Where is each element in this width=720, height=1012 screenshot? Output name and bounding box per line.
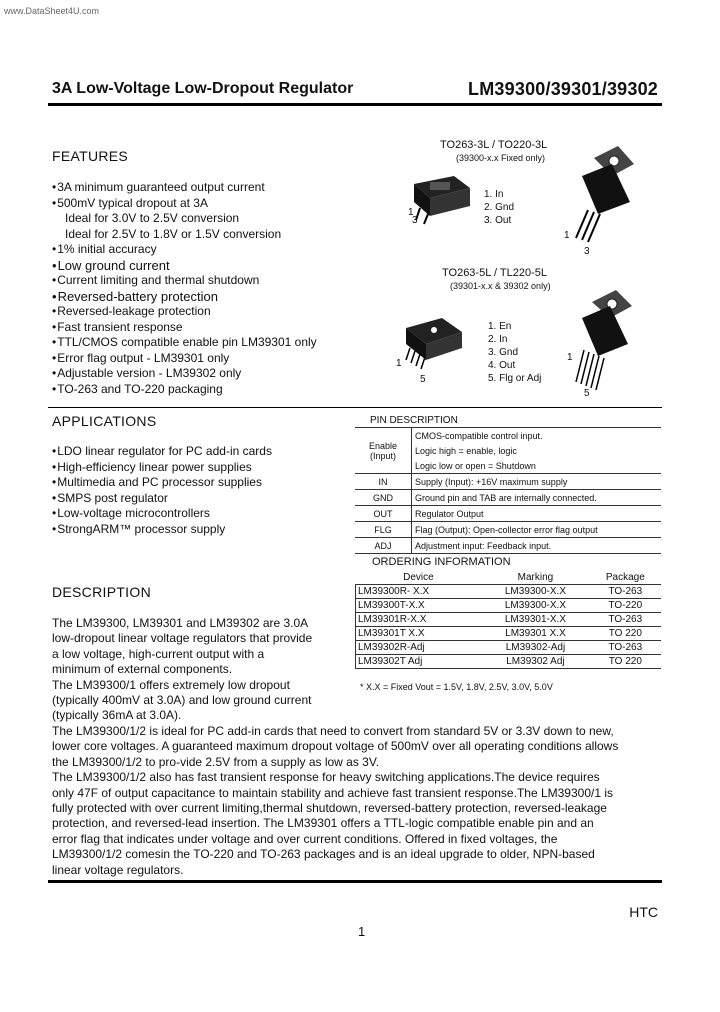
description-line: The LM39300/1/2 also has fast transient response for heavy switching applications.The device requires <box>52 770 600 785</box>
applications-list <box>52 444 352 537</box>
to220-3l-package-image <box>568 142 648 252</box>
feature-item: • Reversed-battery protection <box>52 289 352 305</box>
description-line: minimum of external components. <box>52 662 233 677</box>
description-line: a low voltage, high-current output with a <box>52 646 265 661</box>
table-cell: Logic low or open = Shutdown <box>415 460 536 471</box>
table-row <box>356 627 662 641</box>
description-line: (typically 36mA at 3.0A). <box>52 708 182 723</box>
applications-heading: APPLICATIONS <box>52 413 157 429</box>
feature-item: • 1% initial accuracy <box>52 242 352 258</box>
pkg5-pin-list <box>488 320 541 385</box>
description-line: The LM39300/1/2 is ideal for PC add-in cards that need to convert from standard 5V or 3.3V down to new, <box>52 724 614 738</box>
table-row <box>356 585 662 599</box>
ordering-table <box>355 570 661 669</box>
description-line: protection, and reversed-lead insertion. The LM39301 offers a TTL-logic compatible enable pin and an <box>52 816 594 831</box>
table-row <box>355 474 661 490</box>
pkg3-left-pin3-label: 3 <box>412 215 418 226</box>
table-row <box>356 599 662 613</box>
column-header: Device <box>403 571 434 583</box>
pin-item: 2. In <box>488 334 508 345</box>
description-line: linear voltage regulators. <box>52 862 184 877</box>
pin-item: 3. Gnd <box>488 347 519 358</box>
pin-item: 3. Out <box>484 215 512 226</box>
pkg5-right-pin5-label: 5 <box>584 388 590 399</box>
section-rule <box>48 407 662 408</box>
pin-desc-cell: Regulator Output <box>412 506 662 522</box>
application-item: • LDO linear regulator for PC add-in cards <box>52 444 352 460</box>
table-row <box>356 655 662 669</box>
pkg5-right-pin1-label: 1 <box>567 352 573 363</box>
table-row <box>355 538 661 554</box>
feature-item: Ideal for 3.0V to 2.5V conversion <box>65 211 240 225</box>
table-cell: LM39300T-X.X <box>356 599 482 613</box>
pkg3-pin-list <box>484 188 514 227</box>
ordering-note: * X.X = Fixed Vout = 1.5V, 1.8V, 2.5V, 3.0V, 5.0V <box>360 682 553 692</box>
table-cell: TO-220 <box>590 599 661 613</box>
pkg5-left-pin1-label: 1 <box>396 358 402 369</box>
company-name: HTC <box>629 904 658 920</box>
pkg3-left-pin1-label: 1 <box>408 207 414 218</box>
table-cell: LM39300-X.X <box>481 599 589 613</box>
table-row <box>355 522 661 538</box>
pin-item: 1. En <box>488 321 512 332</box>
table-cell: LM39301T X.X <box>356 627 482 641</box>
feature-item: • Low ground current <box>52 258 352 274</box>
table-cell: TO-263 <box>590 585 661 599</box>
table-cell: LM39300R- X.X <box>356 585 482 599</box>
description-line: fully protected with over current limiting,thermal shutdown, reversed-battery protection, reversed-leakage <box>52 801 607 816</box>
pkg5-title: TO263-5L / TL220-5L <box>442 267 547 279</box>
table-row <box>356 613 662 627</box>
description-line: low-dropout linear voltage regulators that provide <box>52 631 313 646</box>
feature-item: • 500mV typical dropout at 3A <box>52 196 352 212</box>
pkg3-subtitle: (39300-x.x Fixed only) <box>456 153 546 163</box>
feature-item: Ideal for 2.5V to 1.8V or 1.5V conversion <box>65 226 282 241</box>
pin-item: 5. Flg or Adj <box>488 373 542 384</box>
pin-name-cell: GND <box>355 490 412 506</box>
table-cell: LM39301R-X.X <box>356 613 482 627</box>
feature-item: • TO-263 and TO-220 packaging <box>52 382 352 398</box>
pin-description-table <box>355 427 661 554</box>
description-line: the LM39300/1/2 to pro-vide 2.5V from a supply as low as 3V. <box>52 754 380 769</box>
footer-rule <box>48 880 662 883</box>
table-cell: TO-263 <box>590 641 661 655</box>
to263-5l-package-image <box>396 310 476 376</box>
table-row <box>355 490 661 506</box>
feature-item: • Error flag output - LM39301 only <box>52 351 352 367</box>
pin-desc-cell: Flag (Output): Open-collector error flag output <box>412 522 662 538</box>
pin-description-title: PIN DESCRIPTION <box>370 415 458 426</box>
features-heading: FEATURES <box>52 148 129 164</box>
description-line: only 47F of output capacitance to maintain stability and achieve fast transient response.The LM39300/1 is <box>52 785 613 800</box>
to220-5l-package-image <box>570 288 640 394</box>
pkg5-subtitle: (39301-x.x & 39302 only) <box>450 281 551 291</box>
pin-name-cell: FLG <box>355 522 412 538</box>
table-row <box>356 641 662 655</box>
table-row <box>355 506 661 522</box>
pkg5-left-pin5-label: 5 <box>420 374 426 385</box>
pin-name-cell: OUT <box>355 506 412 522</box>
pin-item: 4. Out <box>488 360 516 371</box>
table-header-row <box>356 570 662 585</box>
pin-desc-cell: Supply (Input): +16V maximum supply <box>412 474 662 490</box>
description-intro <box>52 616 352 724</box>
pkg3-right-pin1-label: 1 <box>564 230 570 241</box>
pin-item: 2. Gnd <box>484 202 515 213</box>
description-line: lower core voltages. A guaranteed maximum dropout voltage of 500mV over all operating conditions allows <box>52 739 619 754</box>
table-cell: CMOS-compatible control input. <box>412 428 662 444</box>
table-cell: LM39302T Adj <box>356 655 482 669</box>
feature-item: • Adjustable version - LM39302 only <box>52 366 352 382</box>
description-line: LM39300/1/2 comesin the TO-220 and TO-263 packages and is an ideal upgrade to older, NPN-based <box>52 847 595 862</box>
description-line: The LM39300, LM39301 and LM39302 are 3.0A <box>52 616 309 630</box>
enable-pin-label: Enable (Input) <box>355 428 412 474</box>
pkg3-title: TO263-3L / TO220-3L <box>440 139 548 151</box>
watermark: www.DataSheet4U.com <box>4 6 100 16</box>
part-number-title: LM39300/39301/39302 <box>468 79 658 99</box>
application-item: • StrongARM™ processor supply <box>52 522 352 538</box>
page-title: 3A Low-Voltage Low-Dropout Regulator <box>52 80 354 97</box>
table-cell: LM39302 Adj <box>481 655 589 669</box>
ordering-title: ORDERING INFORMATION <box>372 556 511 568</box>
feature-item: • Fast transient response <box>52 320 352 336</box>
application-item: • Low-voltage microcontrollers <box>52 506 352 522</box>
pkg3-right-pin3-label: 3 <box>584 246 590 257</box>
pin-name-cell: IN <box>355 474 412 490</box>
feature-item: • Current limiting and thermal shutdown <box>52 273 352 289</box>
pin-name-cell: ADJ <box>355 538 412 554</box>
table-cell: LM39301 X.X <box>481 627 589 641</box>
pin-item: 1. In <box>484 189 504 200</box>
page-number: 1 <box>358 924 366 939</box>
application-item: • SMPS post regulator <box>52 491 352 507</box>
pin-desc-cell: Adjustment input: Feedback input. <box>412 538 662 554</box>
table-row <box>355 428 661 444</box>
description-heading: DESCRIPTION <box>52 584 151 600</box>
column-header: Package <box>605 571 645 583</box>
features-list <box>52 180 352 397</box>
application-item: • High-efficiency linear power supplies <box>52 460 352 476</box>
description-line: The LM39300/1 offers extremely low dropout <box>52 677 290 692</box>
column-header: Marking <box>517 571 554 583</box>
table-cell: Logic high = enable, logic <box>415 445 517 456</box>
application-item: • Multimedia and PC processor supplies <box>52 475 352 491</box>
description-line: error flag that indicates under voltage and over current conditions. Offered in fixed voltages, the <box>52 831 558 846</box>
table-cell: TO 220 <box>590 655 661 669</box>
header-rule <box>48 103 662 106</box>
table-cell: LM39301-X.X <box>481 613 589 627</box>
feature-item: • 3A minimum guaranteed output current <box>52 180 352 196</box>
description-line: (typically 400mV at 3.0A) and low ground current <box>52 693 312 708</box>
table-cell: TO 220 <box>590 627 661 641</box>
table-cell: LM39302R-Adj <box>356 641 482 655</box>
pin-desc-cell: Ground pin and TAB are internally connected. <box>412 490 662 506</box>
table-cell: LM39302-Adj <box>481 641 589 655</box>
description-body <box>52 724 672 878</box>
feature-item: • Reversed-leakage protection <box>52 304 352 320</box>
table-cell: LM39300-X.X <box>481 585 589 599</box>
table-cell: TO-263 <box>590 613 661 627</box>
feature-item: • TTL/CMOS compatible enable pin LM39301 only <box>52 335 352 351</box>
